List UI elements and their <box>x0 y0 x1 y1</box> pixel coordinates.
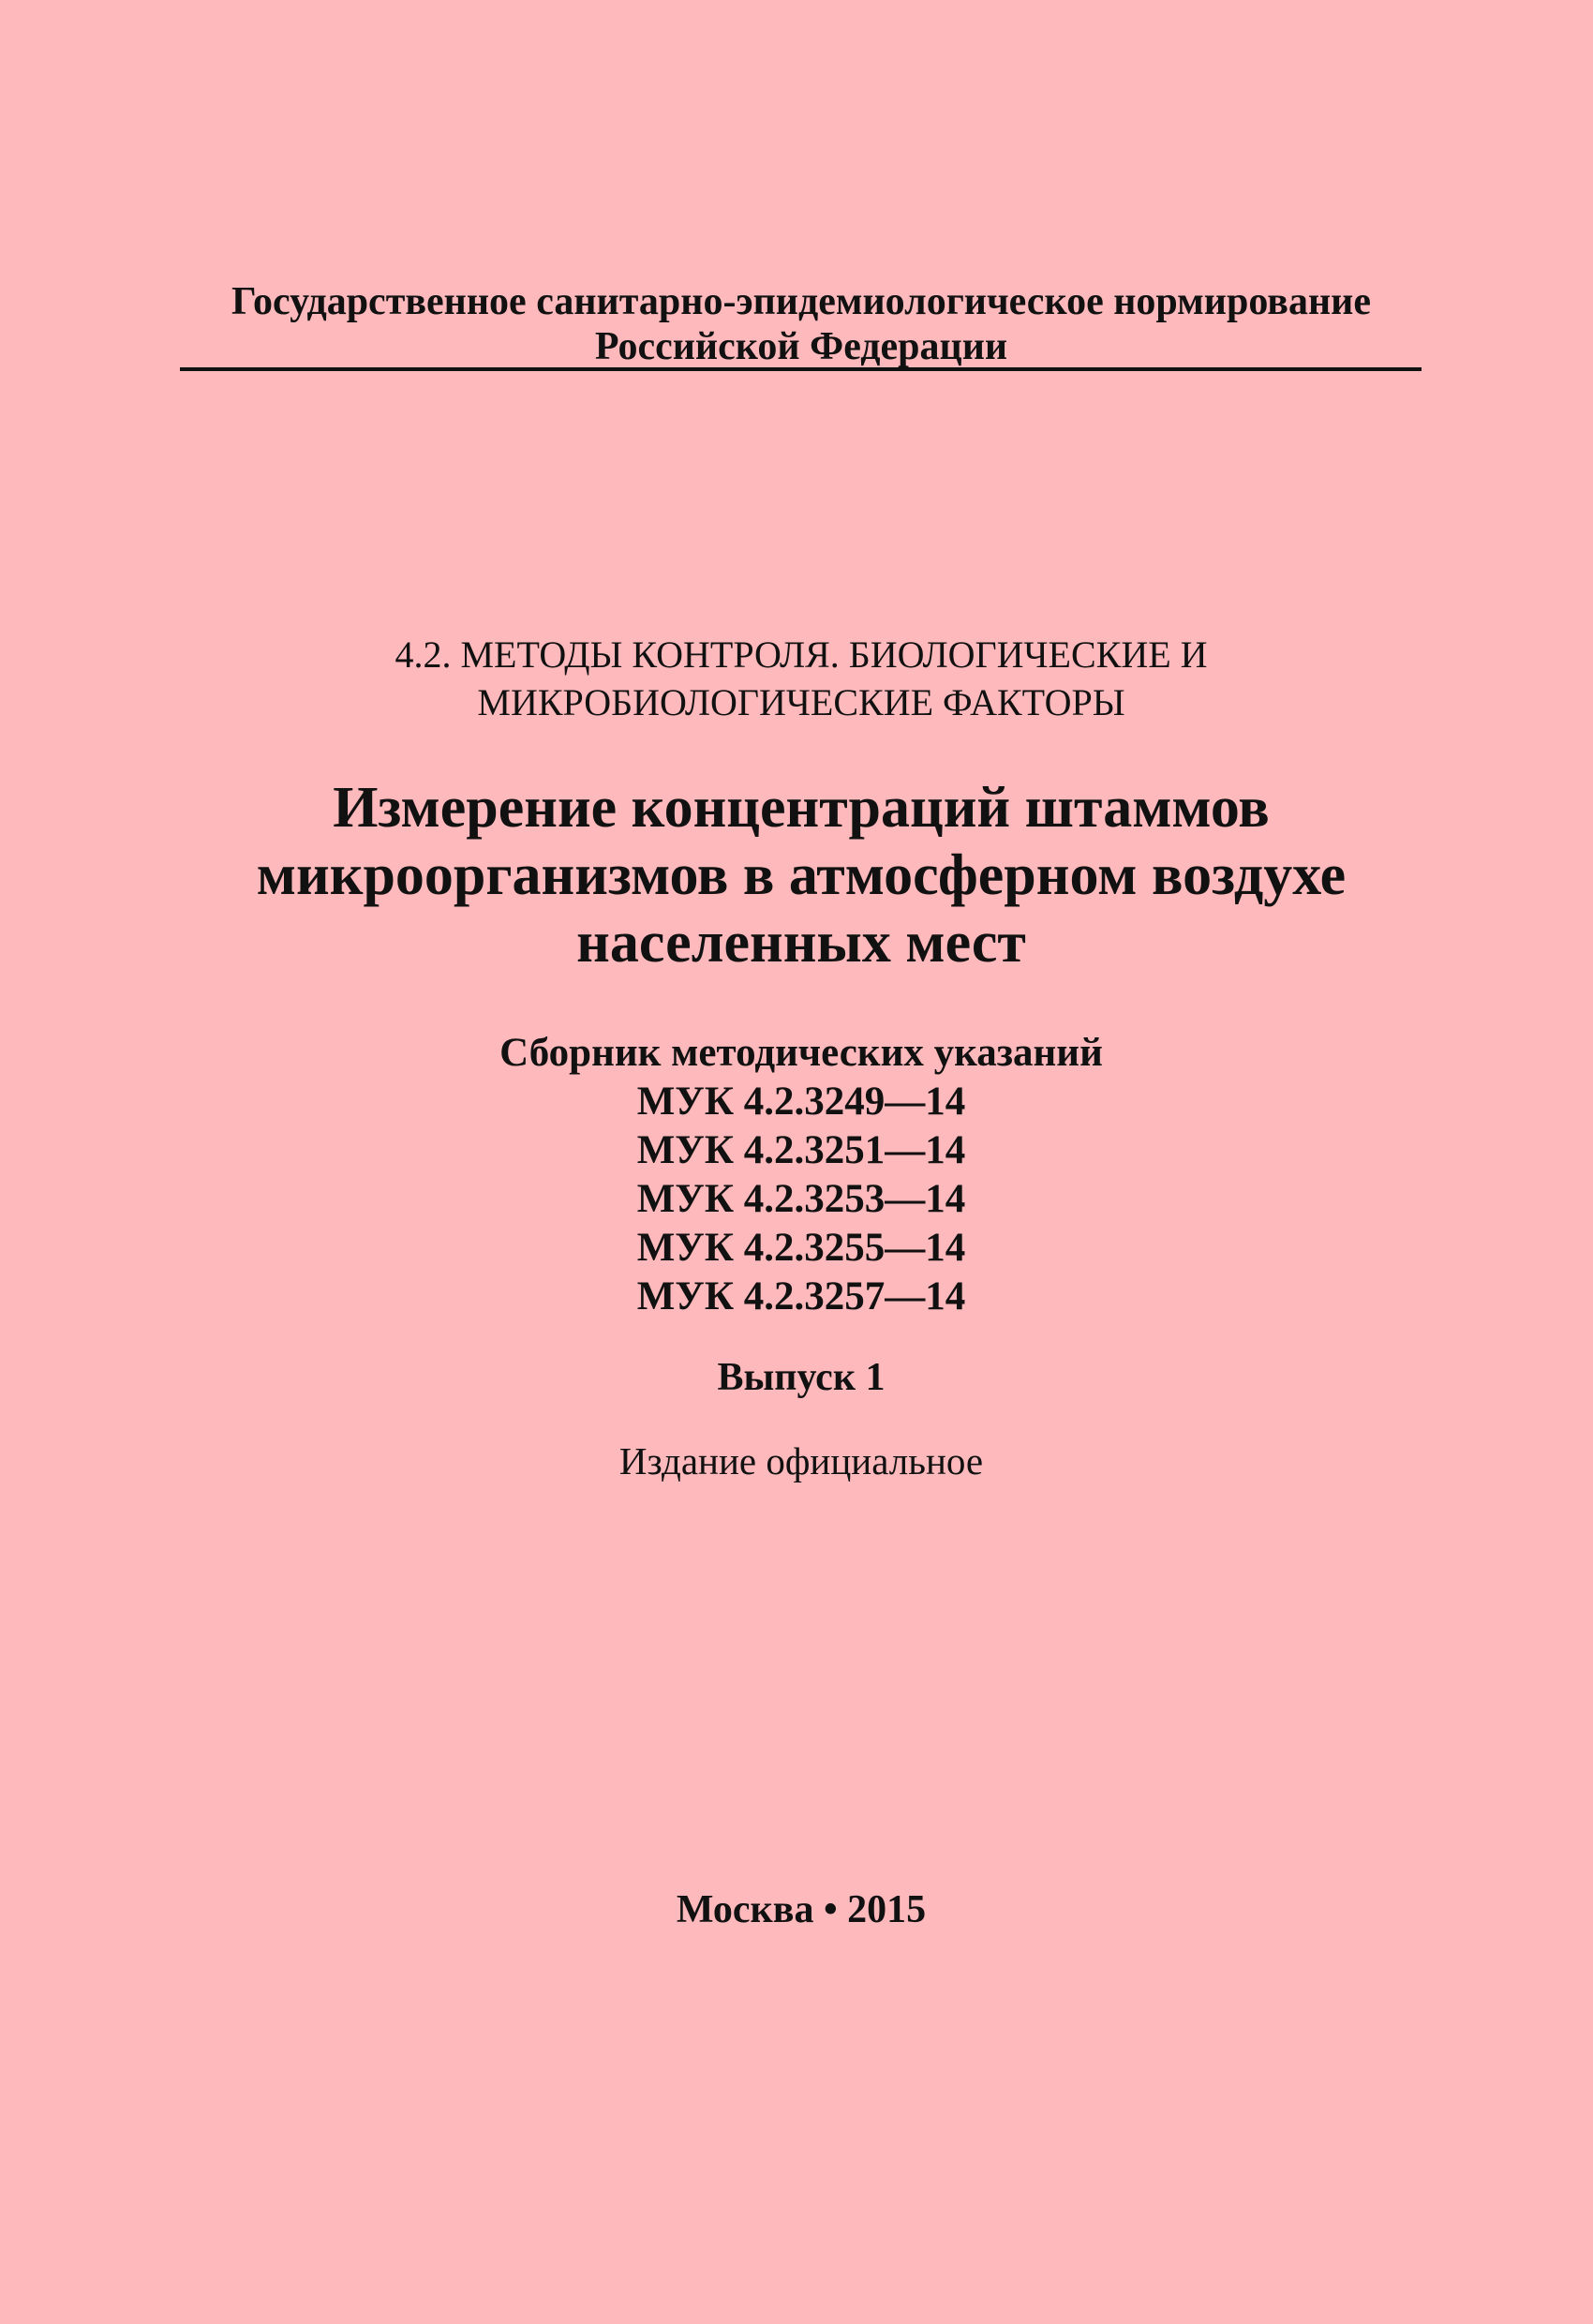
edition-note: Издание официальное <box>618 1439 984 1482</box>
document-title-line-1: Измерение концентраций штаммов <box>333 776 1270 840</box>
publisher-header-line-2: Российской Федерации <box>594 325 1008 368</box>
document-title <box>150 774 1452 976</box>
muk-item: МУК 4.2.3257—14 <box>636 1274 966 1318</box>
muk-item: МУК 4.2.3251—14 <box>636 1128 966 1172</box>
muk-list <box>281 1078 1321 1321</box>
header-divider <box>180 367 1422 371</box>
muk-item: МУК 4.2.3253—14 <box>636 1177 966 1221</box>
publisher-header-line-1: Государственное санитарно-эпидемиологическое нормирование <box>231 280 1371 323</box>
document-title-line-2: микроорганизмов в атмосферном воздухе <box>256 843 1347 907</box>
imprint-city-year: Москва • 2015 <box>676 1888 927 1931</box>
series-heading <box>187 631 1415 726</box>
series-heading-line-1: 4.2. МЕТОДЫ КОНТРОЛЯ. БИОЛОГИЧЕСКИЕ И <box>395 633 1208 676</box>
series-heading-line-2: МИКРОБИОЛОГИЧЕСКИЕ ФАКТОРЫ <box>477 681 1125 723</box>
muk-item: МУК 4.2.3249—14 <box>636 1080 966 1124</box>
publisher-header <box>178 279 1424 369</box>
collection-subtitle: Сборник методических указаний <box>499 1031 1103 1075</box>
document-title-line-3: населенных мест <box>576 911 1026 975</box>
muk-item: МУК 4.2.3255—14 <box>636 1226 966 1270</box>
issue-number: Выпуск 1 <box>717 1356 886 1399</box>
